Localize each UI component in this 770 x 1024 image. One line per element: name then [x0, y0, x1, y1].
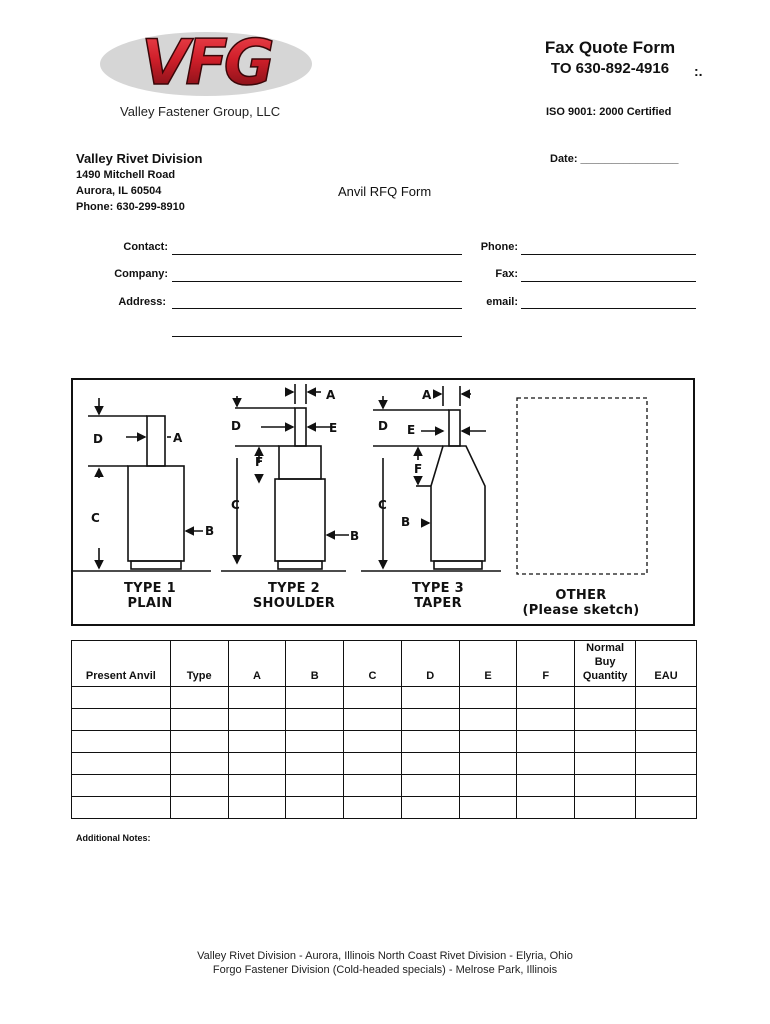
table-cell[interactable]: [286, 709, 344, 731]
address-label: Address:: [118, 296, 166, 308]
contact-field[interactable]: [172, 254, 462, 255]
table-cell[interactable]: [636, 709, 697, 731]
division-name: Valley Rivet Division: [76, 151, 203, 166]
iso-certification: ISO 9001: 2000 Certified: [546, 106, 672, 118]
phone-label: Phone:: [480, 241, 518, 253]
division-street: 1490 Mitchell Road: [76, 169, 176, 181]
table-cell[interactable]: [459, 731, 517, 753]
date-field[interactable]: Date: ________________: [550, 153, 679, 165]
phone-field[interactable]: [521, 254, 696, 255]
dim-label-d: D: [231, 419, 241, 433]
dim-label-b: B: [401, 515, 411, 529]
table-cell[interactable]: [228, 797, 286, 819]
table-cell[interactable]: [401, 709, 459, 731]
table-cell[interactable]: [459, 709, 517, 731]
table-cell[interactable]: [517, 687, 575, 709]
dim-label-f: F: [255, 455, 264, 469]
table-cell[interactable]: [286, 731, 344, 753]
fax-mark: :.: [694, 63, 703, 79]
table-cell[interactable]: [517, 709, 575, 731]
table-cell[interactable]: [459, 797, 517, 819]
col-f: F: [517, 641, 575, 687]
additional-notes-label: Additional Notes:: [76, 833, 151, 843]
table-cell[interactable]: [228, 775, 286, 797]
table-cell[interactable]: [636, 731, 697, 753]
table-cell[interactable]: [575, 731, 636, 753]
fax-label: Fax:: [495, 268, 518, 280]
table-cell[interactable]: [344, 687, 402, 709]
dim-label-c: C: [91, 511, 100, 525]
table-cell[interactable]: [170, 797, 228, 819]
table-cell[interactable]: [401, 687, 459, 709]
type3-label: TYPE 3 TAPER: [411, 581, 465, 611]
table-cell[interactable]: [575, 775, 636, 797]
dim-label-e: E: [329, 421, 338, 435]
table-header-row: [72, 641, 697, 687]
company-name: Valley Fastener Group, LLC: [120, 104, 281, 119]
table-cell[interactable]: [459, 753, 517, 775]
dim-label-b: B: [205, 524, 215, 538]
table-cell[interactable]: [575, 797, 636, 819]
dim-label-f: F: [414, 462, 423, 476]
type1-label: TYPE 1 PLAIN: [123, 581, 177, 611]
email-field[interactable]: [521, 308, 696, 309]
table-cell[interactable]: [636, 753, 697, 775]
form-title: Anvil RFQ Form: [338, 184, 432, 199]
table-cell[interactable]: [636, 797, 697, 819]
division-city: Aurora, IL 60504: [76, 185, 162, 197]
table-cell[interactable]: [401, 775, 459, 797]
table-cell[interactable]: [228, 687, 286, 709]
col-c: C: [344, 641, 402, 687]
company-label: Company:: [114, 268, 168, 280]
contact-label: Contact:: [123, 241, 168, 253]
col-eau: EAU: [636, 641, 697, 687]
table-cell[interactable]: [517, 753, 575, 775]
table-cell[interactable]: [517, 775, 575, 797]
fax-field[interactable]: [521, 281, 696, 282]
other-label: OTHER (Please sketch): [522, 588, 640, 618]
table-cell[interactable]: [401, 731, 459, 753]
dim-label-c: C: [231, 498, 240, 512]
table-cell[interactable]: [286, 687, 344, 709]
table-row: [72, 775, 697, 797]
svg-text:VFG: VFG: [141, 26, 271, 98]
table-cell[interactable]: [344, 731, 402, 753]
table-row: [72, 731, 697, 753]
col-a: A: [228, 641, 286, 687]
anvil-spec-table: [71, 640, 697, 819]
table-row: [72, 797, 697, 819]
col-type: Type: [170, 641, 228, 687]
table-cell[interactable]: [286, 753, 344, 775]
table-cell[interactable]: [228, 731, 286, 753]
col-b: B: [286, 641, 344, 687]
table-cell[interactable]: [636, 775, 697, 797]
dim-label-b: B: [350, 529, 360, 543]
email-label: email:: [486, 296, 518, 308]
dim-label-a: A: [422, 388, 432, 402]
col-normal-buy-quantity: Normal Buy Quantity: [575, 641, 636, 687]
company-field[interactable]: [172, 281, 462, 282]
footer-line-1: Valley Rivet Division - Aurora, Illinois North Coast Rivet Division - Elyria, Ohio: [197, 950, 573, 962]
table-cell[interactable]: [636, 687, 697, 709]
table-cell[interactable]: [72, 753, 171, 775]
table-cell[interactable]: [344, 775, 402, 797]
table-cell[interactable]: [575, 753, 636, 775]
table-cell[interactable]: [517, 797, 575, 819]
table-cell[interactable]: [170, 753, 228, 775]
col-present-anvil: Present Anvil: [72, 641, 171, 687]
table-cell[interactable]: [575, 687, 636, 709]
table-cell[interactable]: [170, 775, 228, 797]
table-cell[interactable]: [72, 709, 171, 731]
table-cell[interactable]: [72, 775, 171, 797]
address-field-line2[interactable]: [172, 336, 462, 337]
table-cell[interactable]: [170, 731, 228, 753]
table-cell[interactable]: [170, 709, 228, 731]
table-cell[interactable]: [228, 709, 286, 731]
vfg-logo: [98, 26, 313, 98]
dim-label-a: A: [173, 431, 183, 445]
table-cell[interactable]: [459, 775, 517, 797]
table-cell[interactable]: [344, 753, 402, 775]
fax-quote-title: Fax Quote Form: [544, 38, 676, 57]
division-phone: Phone: 630-299-8910: [76, 201, 185, 213]
col-d: D: [401, 641, 459, 687]
address-field[interactable]: [172, 308, 462, 309]
dim-label-d: D: [93, 432, 103, 446]
table-row: [72, 687, 697, 709]
table-cell[interactable]: [228, 753, 286, 775]
dim-label-a: A: [326, 388, 336, 402]
table-cell[interactable]: [170, 687, 228, 709]
table-cell[interactable]: [344, 709, 402, 731]
type2-label: TYPE 2 SHOULDER: [252, 581, 336, 611]
col-e: E: [459, 641, 517, 687]
table-cell[interactable]: [517, 731, 575, 753]
table-cell[interactable]: [286, 775, 344, 797]
table-cell[interactable]: [72, 797, 171, 819]
table-row: [72, 709, 697, 731]
table-cell[interactable]: [344, 797, 402, 819]
dim-label-d: D: [378, 419, 388, 433]
table-cell[interactable]: [286, 797, 344, 819]
table-cell[interactable]: [72, 731, 171, 753]
footer-line-2: Forgo Fastener Division (Cold-headed specials) - Melrose Park, Illinois: [212, 964, 558, 976]
table-cell[interactable]: [401, 797, 459, 819]
table-cell[interactable]: [72, 687, 171, 709]
dim-label-e: E: [407, 423, 416, 437]
dim-label-c: C: [378, 498, 387, 512]
table-row: [72, 753, 697, 775]
table-cell[interactable]: [401, 753, 459, 775]
fax-number: TO 630-892-4916: [550, 60, 670, 77]
table-cell[interactable]: [575, 709, 636, 731]
table-cell[interactable]: [459, 687, 517, 709]
additional-notes-area[interactable]: [76, 848, 696, 938]
